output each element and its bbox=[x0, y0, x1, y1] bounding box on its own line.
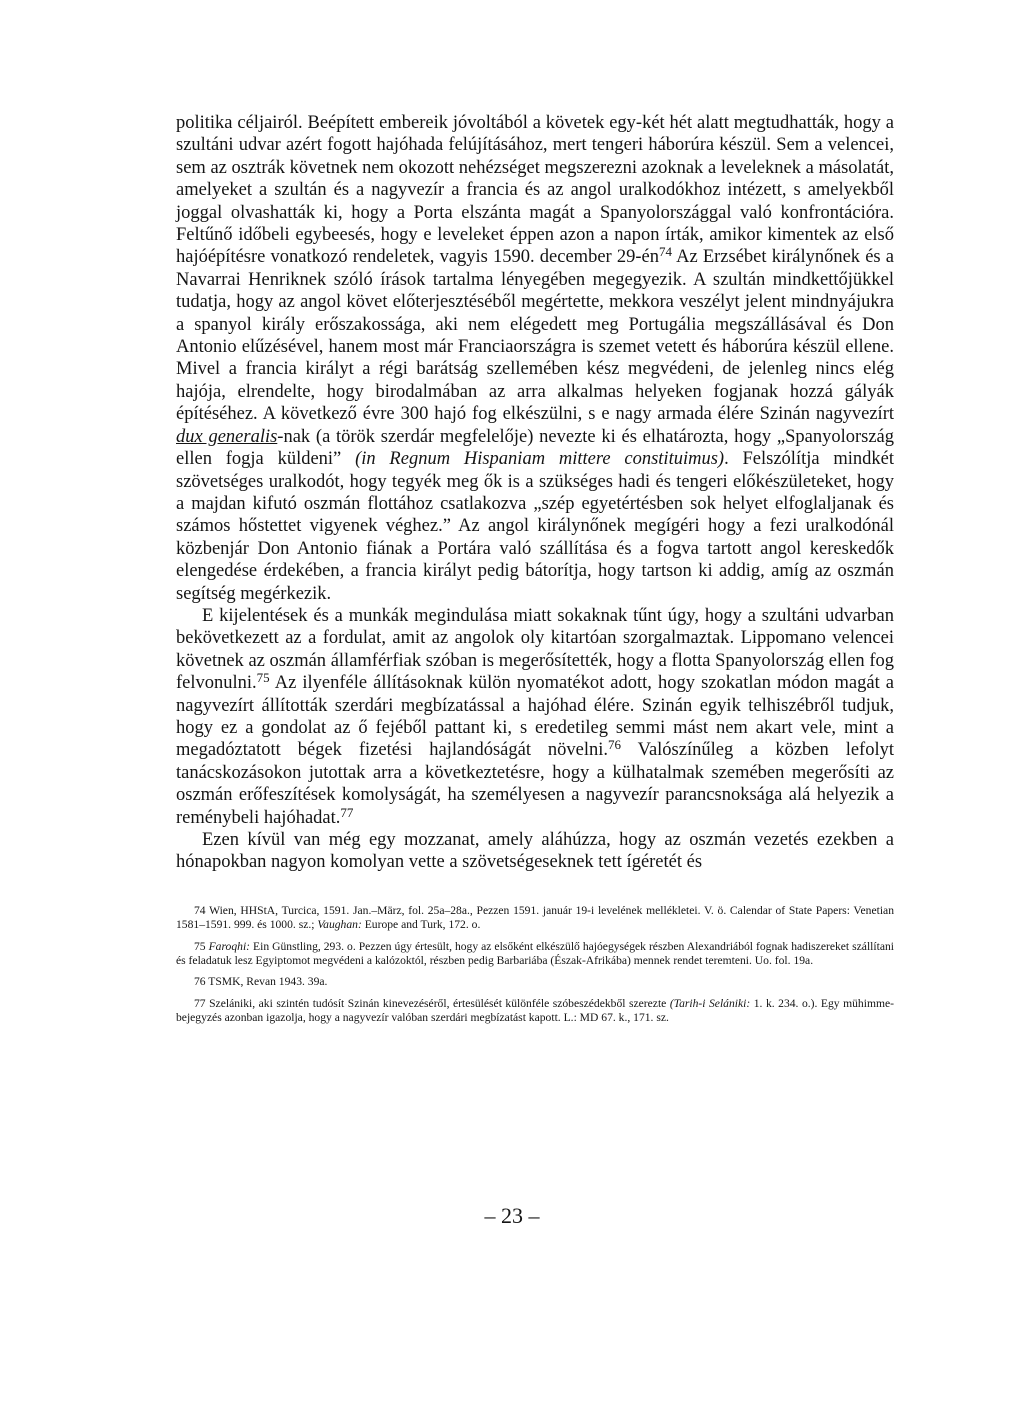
paragraph bbox=[176, 829, 894, 874]
footnotes bbox=[176, 904, 894, 1026]
text-run: Az ilyenféle állításoknak külön nyomatékot adott, hogy szokatlan módon magát a nagyvezírt állították szerdári megbízatással a hajóhad élére. Szinán egyik telhiszébről tudjuk, hogy ez a gondolat az ő fejéből pattant ki, s eredetileg semmi mást nem akart vele, mint a megadóztatott bégek fizetési hajlandóságát növelni. bbox=[176, 673, 894, 761]
footnote bbox=[176, 904, 894, 933]
text-run: -nak (a török szerdár megfelelője) nevezte ki és elhatározta, hogy „Spanyolország ellen fogja küldeni” bbox=[176, 426, 894, 470]
italic-text: (in Regnum Hispaniam mittere constituimus) bbox=[355, 449, 725, 470]
text-run: Az Erzsébet királynőnek és a Navarrai Henriknek szóló írások tartalma lényegében megegyezik. A szultán mindkettőjükkel tudatja, hogy az angol követ előterjesztéséből megértette, mekkora veszélyt jelent mindnyájukra a spanyol király erőszakossága, aki nem elégedett meg Portugália megszállásával és Don Antonio elűzésével, hanem most már Franciaországra is szemet vetett és háborúra készül ellene. Mivel a francia királyt a régi barátság szellemében kész megvédeni, de jelenleg nincs elég hajója, elrendelte, hogy birodalmában az arra alkalmas helyeken fogjanak hozzá gályák építéséhez. A következő évre 300 hajó fog elkészülni, s e nagy armada élére Szinán nagyvezírt bbox=[176, 247, 894, 425]
body-text bbox=[176, 112, 894, 874]
text-run: 1. k. 234. o.). Egy mühimme-bejegyzés azonban igazolja, hogy a nagyvezír valóban szerdári megbízatást kapott. L.: MD 67. k., 171. sz. bbox=[176, 996, 894, 1025]
footnote-ref: 76 bbox=[608, 737, 622, 753]
footnote bbox=[176, 940, 894, 969]
text-run: . Felszólítja mindkét szövetséges uralkodót, hogy tegyék meg ők is a szükséges hadi és tengeri előkészületeket, hogy a majdan kifutó oszmán flottához csatlakozva „szép egyetértésben sok helyet elfoglaljanak és számos hőstettet vigyenek véghez.” Az angol királynőnek megígéri hogy a fezi uralkodónál közbenjár Don Antonio fiának a Portára való szállítása és a fogva tartott angol kereskedők elengedése érdekében, a francia királyt pedig bátorítja, hogy tartson ki addig, amíg az oszmán segítség megérkezik. bbox=[176, 449, 895, 604]
text-run: 76 TSMK, Revan 1943. 39a. bbox=[194, 975, 328, 989]
footnote-ref: 75 bbox=[256, 670, 270, 686]
text-run: Ein Günstling, 293. o. Pezzen úgy értesült, hogy az elsőként elkészülő hajóegységek részben Alexandriából fognak hadiszereket szállítani és feladatuk lesz Egyiptomot megvédeni a kalózoktól, részben pedig Barbariába (Észak-Afrikába) mennek rendet teremteni. Uo. fol. 19a. bbox=[176, 939, 894, 968]
italic-underlined-text: dux generalis bbox=[176, 426, 278, 447]
paragraph bbox=[176, 605, 894, 829]
italic-text: Faroqhi: bbox=[208, 939, 251, 953]
italic-text: Vaughan: bbox=[317, 918, 362, 932]
page-number: – 23 – bbox=[484, 1203, 540, 1228]
text-run: E kijelentések és a munkák megindulása miatt sokaknak tűnt úgy, hogy a szultáni udvarban bekövetkezett az a fordulat, amit az angolok oly kitartóan szorgalmaztak. Lippomano velencei követnek az oszmán államférfiak szóban is megerősítették, hogy a flotta Spanyolország ellen fog felvonulni. bbox=[176, 605, 894, 694]
text-run: Ezen kívül van még egy mozzanat, amely aláhúzza, hogy az oszmán vezetés ezekben a hónapokban nagyon komolyan vette a szövetségeseknek tett ígéretét és bbox=[176, 830, 894, 873]
footnote-ref: 74 bbox=[658, 244, 672, 260]
footnote-ref: 77 bbox=[340, 804, 354, 820]
text-run: politika céljairól. Beépített embereik jóvoltából a követek egy-két hét alatt megtudhatták, hogy a szultáni udvar azért fogott hajóhada felújításához, mert tengeri háborúra készül. Sem a velencei, sem az osztrák követnek nem okozott nehézséget megszerezni azoknak a leveleknek a másolatát, amelyeket a szultán és a nagyvezír a francia és az angol uralkodókhoz intézett, s amelyekből joggal olvashatták ki, hogy a Porta elszánta magát a Spanyolországgal való konfrontációra. Feltűnő időbeli egybeesés, hogy e leveleket éppen azon a napon írták, amikor kimentek az első hajóépítésre vonatkozó rendeletek, vagyis 1590. december 29-én bbox=[176, 113, 894, 268]
footnote bbox=[176, 997, 894, 1026]
footnote bbox=[176, 975, 894, 989]
paragraph bbox=[176, 112, 894, 605]
text-run: Europe and Turk, 172. o. bbox=[361, 918, 481, 932]
text-run: 75 bbox=[194, 939, 209, 953]
text-run: 77 Szelániki, aki szintén tudósít Szinán kinevezéséről, értesülését különféle szóbeszédekből szerezte bbox=[194, 996, 670, 1010]
page bbox=[176, 112, 894, 1033]
text-run: Valószínűleg a közben lefolyt tanácskozásokon jutottak arra a következtetésre, hogy a külhatalmak szemében megerősíti az oszmán erőfeszítések komolyságát, ha személyesen a nagyvezír parancsnoksága alá helyezik a reménybeli hajóhadat. bbox=[176, 740, 894, 828]
italic-text: (Tarih-i Selániki: bbox=[669, 996, 751, 1010]
text-run: 74 Wien, HHStA, Turcica, 1591. Jan.–März, fol. 25a–28a., Pezzen 1591. január 19-i levelének mellékletei. V. ö. Calendar of State Papers: Venetian 1581–1591. 999. és 1000. sz.; bbox=[176, 903, 894, 932]
